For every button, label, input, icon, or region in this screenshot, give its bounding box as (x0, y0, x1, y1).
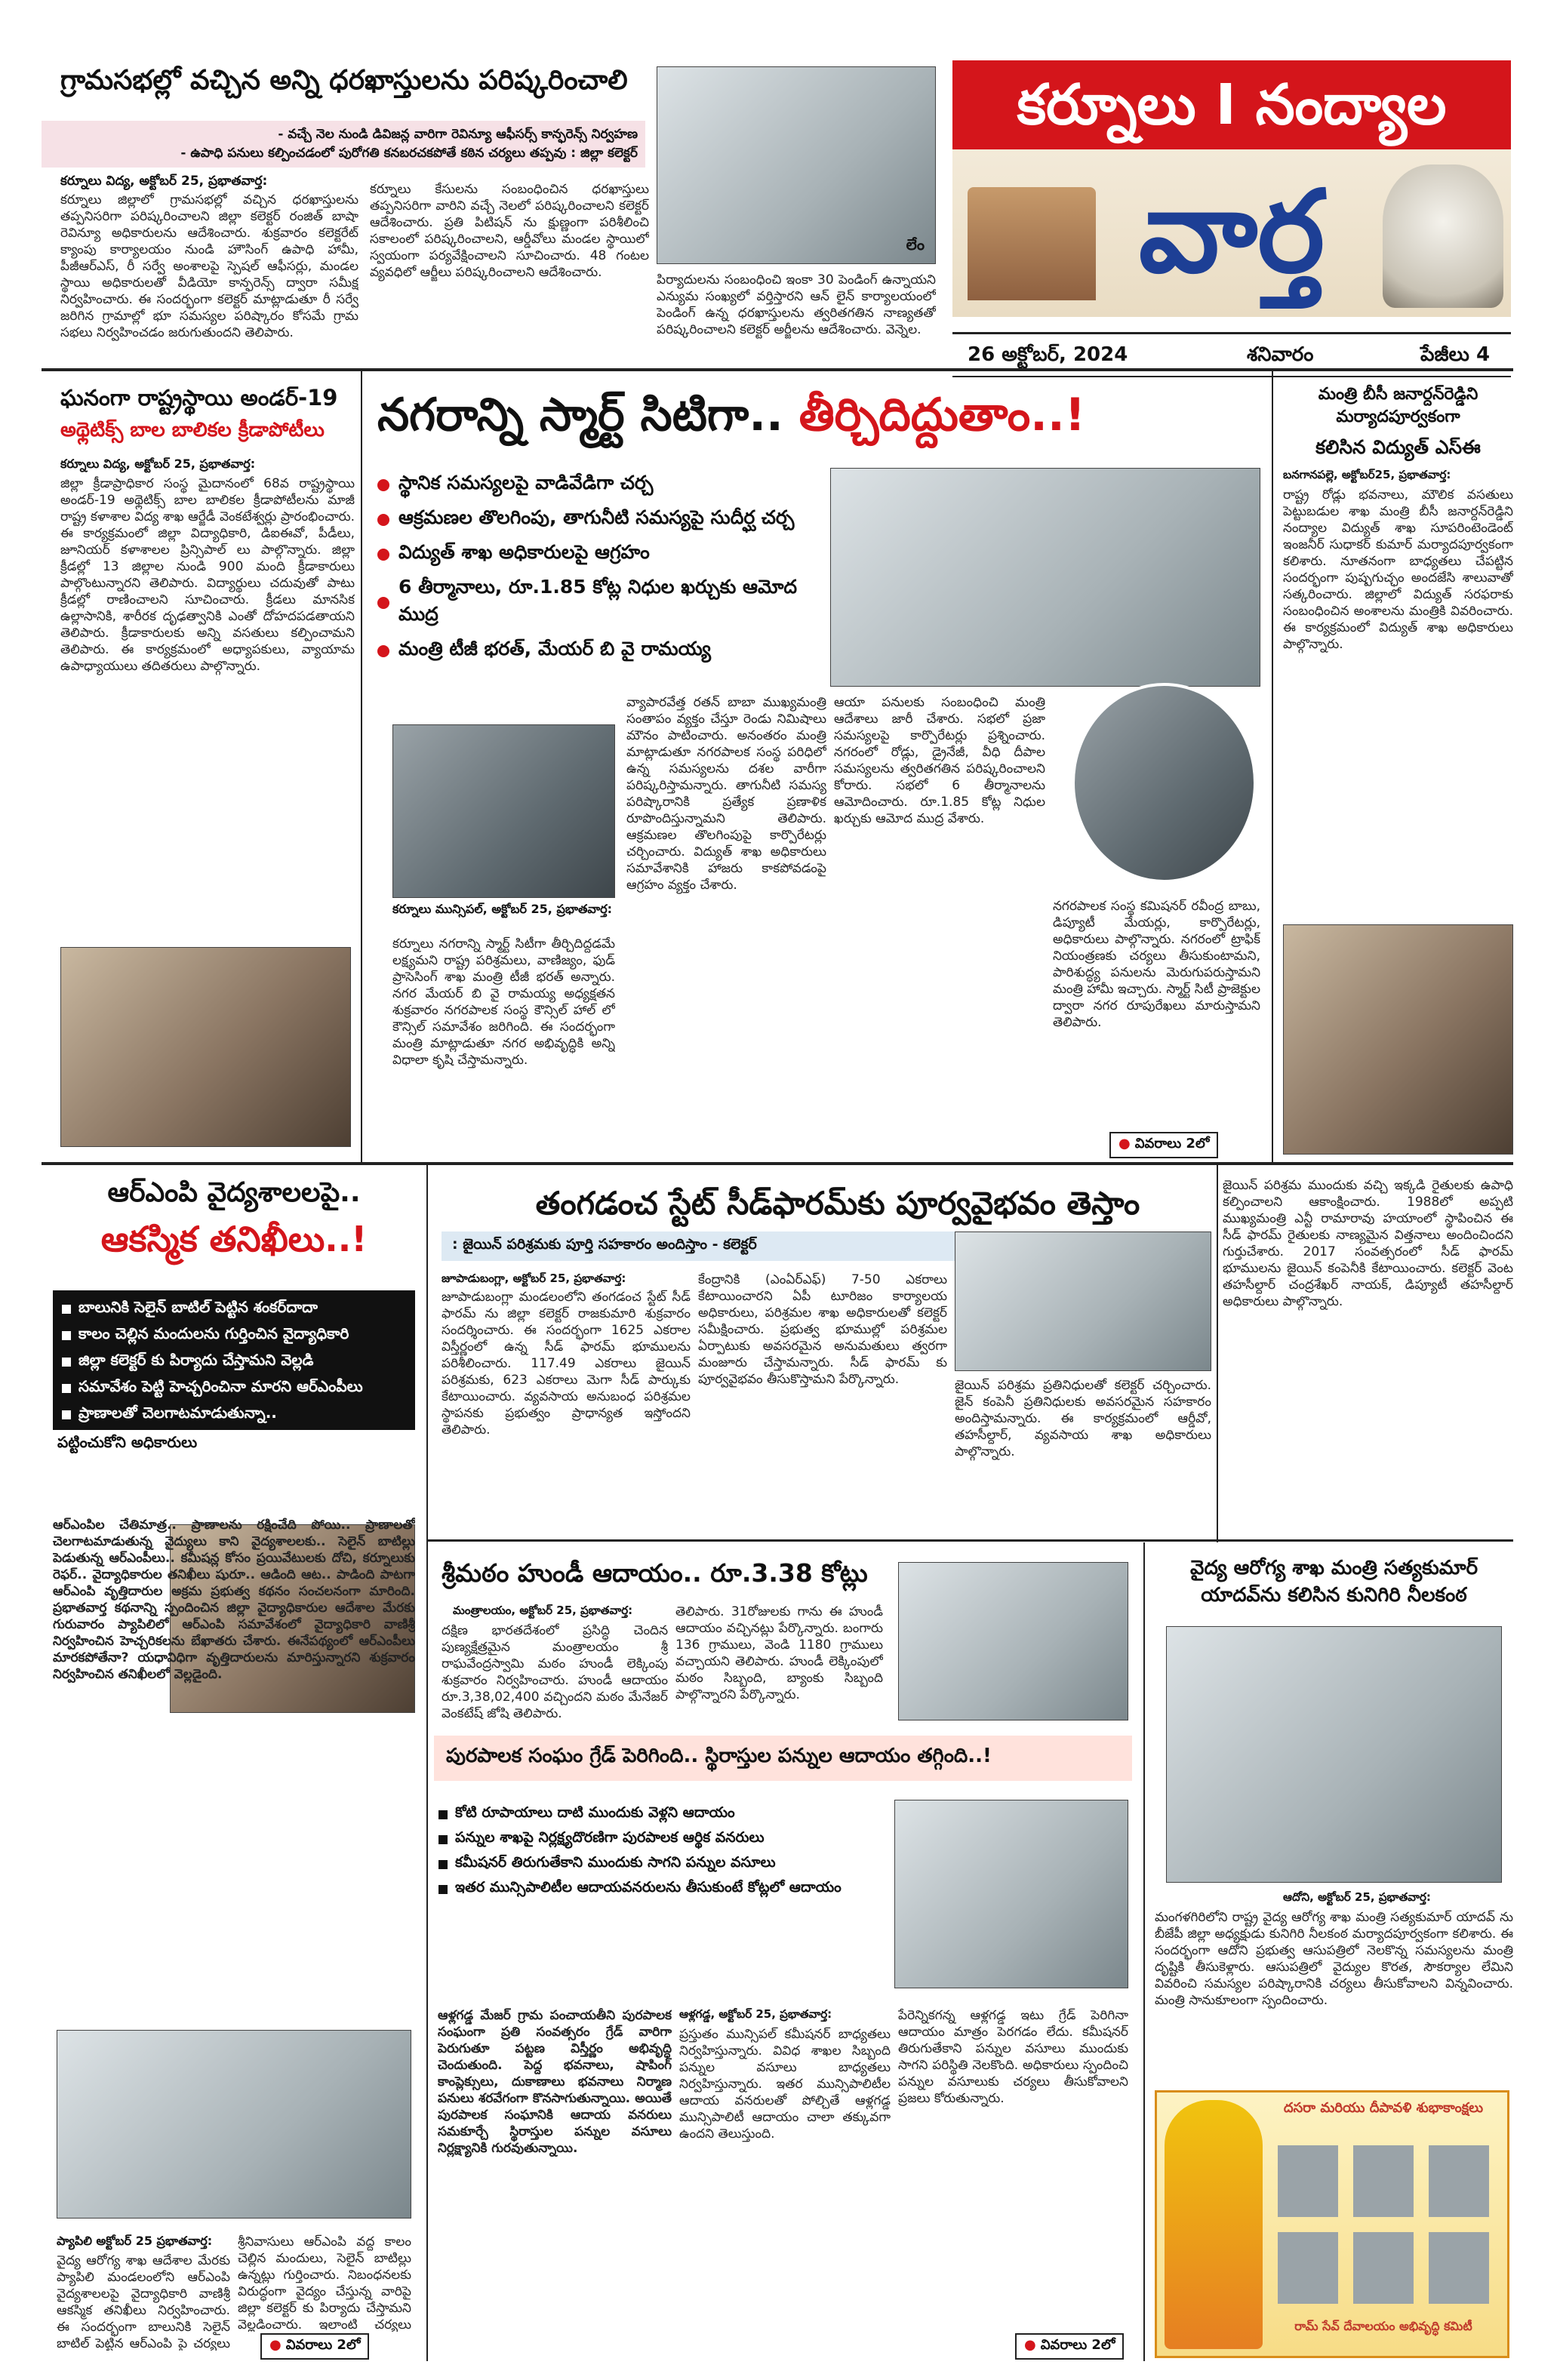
story1-sub2: - ఉపాధి పనులు కల్పించడంలో పురోగతి కనబరచకపోతే కఠిన చర్యలు తప్పవు : జిల్లా కలెక్టర్ (180, 146, 638, 161)
story2-subhead: అథ్లెటిక్స్ బాల బాలికల క్రీడాపోటీలు (60, 419, 325, 441)
ad-portrait (1278, 2232, 1338, 2304)
masthead (952, 60, 1511, 377)
ad-portrait (1278, 2145, 1338, 2217)
square-bullet-icon (438, 1860, 448, 1869)
story1-headline: గ్రామసభల్లో వచ్చిన అన్ని ధరఖాస్తులను పరిష్కరించాలి (60, 65, 628, 96)
seed-col1: జూపాడుబంగ్లా మండలంలోని తంగడంచ స్టేట్ సీడ్ ఫారమ్ ను జిల్లా కలెక్టర్ రాజకుమారి శుక్రవారం సందర్శించారు. ఈ సందర్భంగా 1625 ఎకరాల విస్తీర్ణంలో ఉన్న సీడ్ ఫారమ్ భూములను పరిశీలించారు. 117.49 ఎకరాలు జైయిన్ పరిశ్రమకు, 623 ఎకరాలు మెగా సీడ్ పార్కుకు కేటాయించారు. వ్యవసాయ అనుబంధ పరిశ్రమల స్థాపనకు ప్రభుత్వం ప్రాధాన్యత ఇస్తోందని తెలిపారు. (442, 1290, 691, 1438)
seed-col3: జైయిన్ పరిశ్రమ ప్రతినిధులతో కలెక్టర్ చర్చించారు. జైన్ కంపెనీ ప్రతినిధులకు అవసరమైన సహకారం అందిస్తామన్నారు. ఈ కార్యక్రమంలో ఆర్డీవో, తహసీల్దార్, వ్యవసాయ శాఖ అధికారులు పాల్గొన్నారు. (955, 1378, 1211, 1459)
masthead-date: 26 అక్టోబర్, 2024 (968, 343, 1128, 366)
story2-dateline: కర్నూలు విద్య, అక్టోబర్ 25, ప్రభాతవార్త: (60, 457, 256, 471)
municipal-col1: ఆళ్లగడ్డ మేజర్ గ్రామ పంచాయతీని పురపాలక సంఘంగా ప్రతి సంవత్సరం గ్రేడ్ వారిగా పెరుగుతూ పట్టణ విస్తీర్ణం అభివృద్ధి చెందుతుంది. పెద్ద భవనాలు, షాపింగ్ కాంప్లెక్సులు, దుకాణాలు భవనాలు నిర్మాణ పనులు శరవేగంగా కొనసాగుతున్నాయి. అయితే పురపాలక సంఘానికి ఆదాయ వనరులు సమకూర్చే స్థిరాస్తుల పన్నుల వసూలు నిర్లక్ష్యానికి గురవుతున్నాయి. (438, 2008, 672, 2156)
rmp-highlight: బాలునికి సెలైన్ బాటిల్ పెట్టిన శంకర్‌దాదా (62, 1298, 406, 1320)
lead-col1: కర్నూలు నగరాన్ని స్మార్ట్ సిటీగా తీర్చిదిద్దడమే లక్ష్యమని రాష్ట్ర పరిశ్రమలు, వాణిజ్యం, ఫుడ్ ప్రాసెసింగ్ శాఖ మంత్రి టీజీ భరత్ అన్నారు. నగర మేయర్ బి వై రామయ్య అధ్యక్షతన శుక్రవారం నగరపాలక సంస్థ కౌన్సిల్ హాల్ లో కౌన్సిల్ సమావేశం జరిగింది. ఈ సందర్భంగా మంత్రి మాట్లాడుతూ నగర అభివృద్ధికి అన్ని విధాలా కృషి చేస్తామన్నారు. (392, 936, 615, 1068)
ad-portrait (1429, 2145, 1489, 2217)
athletics-photo (60, 947, 351, 1147)
municipal-highlight: ఇతర మున్సిపాలిటీల ఆదాయవనరులను తీసుకుంటే కోట్లలో ఆదాయం (438, 1879, 878, 1899)
square-bullet-icon (62, 1358, 71, 1367)
lead-headline-black: నగరాన్ని స్మార్ట్ సిటిగా.. (377, 389, 783, 441)
ad-portrait (1429, 2232, 1489, 2304)
collector-photo (657, 66, 936, 264)
lead-bullet: ఆక్రమణల తొలగింపు, తాగునీటి సమస్యపై సుదీర్ఘ చర్చ (377, 506, 823, 534)
photo-caption: లేం (906, 235, 925, 254)
masthead-name: వార్త (1138, 167, 1325, 298)
ad-caption: రామ్ సేవ్ దేవాలయం అభివృద్ధి కమిటీ (1294, 2319, 1472, 2333)
lead-bullet: 6 తీర్మానాలు, రూ.1.85 కోట్ల నిధుల ఖర్చుకు ఆమోద ముద్ర (377, 576, 823, 630)
story1-body2: కర్నూలు కేసులను సంబంధించిన ధరఖాస్తులు తప్పనిసరిగా వారిని వచ్చే నెలలో పరిష్కరించాలని కలెక్టర్ ఆదేశించారు. ప్రతి పిటిషన్ ను క్షుణ్ణంగా పరిశీలించి సకాలంలో పరిష్కరించాలని, ఆర్డీవోలు మండల స్థాయిలో స్వయంగా పర్యవేక్షించాలని సూచించారు. 48 గంటల వ్యవధిలో ఆర్జీలు పరిష్కరించాలని ఆదేశించారు. (370, 182, 649, 280)
right-top-dateline: బనగానపల్లె, అక్టోబర్25, ప్రభాతవార్త: (1283, 468, 1451, 481)
srimatham-dateline: మంత్రాలయం, అక్టోబర్ 25, ప్రభాతవార్త: (453, 1604, 633, 1617)
rmp-highlight: సమావేశం పెట్టి హెచ్చరించినా మారని ఆర్ఎంపీలు (62, 1377, 406, 1399)
right-top-body: రాష్ట్ర రోడ్లు భవనాలు, మౌలిక వసతులు పెట్టుబడుల శాఖ మంత్రి బీసీ జనార్దన్‌రెడ్డిని నంద్యాల విద్యుత్ శాఖ సూపరింటెండెంట్ ఇంజనీర్ సుధాకర్ కుమార్ మర్యాదపూర్వకంగా కలిశారు. నూతనంగా బాధ్యతలు చేపట్టిన సందర్భంగా పుష్పగుచ్ఛం అందజేసి శాలువాతో సత్కరించారు. జిల్లాలో విద్యుత్ సరఫరాకు సంబంధించిన అంశాలను మంత్రికి వివరించారు. ఈ కార్యక్రమంలో విద్యుత్ శాఖ అధికారులు పాల్గొన్నారు. (1283, 487, 1513, 652)
municipal-office-photo (894, 1800, 1128, 1988)
minister-meeting-photo (1166, 1626, 1502, 1883)
srimatham-col1: దక్షిణ భారతదేశంలో ప్రసిద్ధి చెందిన పుణ్యక్షేత్రమైన మంత్రాలయం శ్రీ రాఘవేంద్రస్వామి మఠం హుండీ లెక్కింపు శుక్రవారం నిర్వహించారు. హుండీ ఆదాయం రూ.3,38,02,400 వచ్చిందని మఠం మేనేజర్ వెంకటేష్ జోషి తెలిపారు. (442, 1623, 668, 1721)
bullet-icon (377, 479, 389, 491)
municipal-highlight: కమీషనర్ తిరుగుతేకాని ముందుకు సాగని పన్నుల వసూలు (438, 1854, 878, 1874)
right-top-subhead: కలిసిన విద్యుత్ ఎస్ఈ (1315, 436, 1481, 458)
bullet-icon (377, 597, 389, 609)
municipal-highlight: పన్నుల శాఖపై నిర్లక్ష్యదొరణిగా పురపాలక ఆర్థిక వనరులు (438, 1829, 878, 1850)
bull-statue-illustration (1383, 165, 1503, 308)
rmp-highlight: కాలం చెల్లిన మందులను గుర్తించిన వైద్యాధికారి (62, 1324, 406, 1346)
bullet-icon (377, 549, 389, 561)
masthead-day: శనివారం (1247, 343, 1314, 366)
ad-portrait (1353, 2232, 1414, 2304)
lead-headline (377, 385, 1260, 445)
rmp-dateline: ప్యాపిలి అక్టోబర్ 25 ప్రభాతవార్త: (57, 2234, 213, 2248)
fort-illustration (968, 187, 1096, 300)
square-bullet-icon (438, 1810, 448, 1819)
story2-headline: ఘనంగా రాష్ట్రస్థాయి అండర్-19 (60, 385, 338, 411)
rmp-highlight: జిల్లా కలెక్టర్ కు పిర్యాదు చేస్తామని వెల్లడి (62, 1351, 406, 1373)
lead-col3: ఆయా పనులకు సంబంధించి మంత్రి ఆదేశాలు జారీ చేశారు. సభలో ప్రజా సమస్యలపై కార్పొరేటర్లు ప్రశ్నించారు. నగరంలో రోడ్లు, డ్రైనేజీ, వీధి దీపాల సమస్యలను త్వరితగతిన పరిష్కరించాలని కోరారు. సభలో 6 తీర్మానాలను ఆమోదించారు. రూ.1.85 కోట్ల నిధుల ఖర్చుకు ఆమోద ముద్ర వేశారు. (834, 695, 1045, 826)
minister-body: మంగళగిరిలోని రాష్ట్ర వైద్య ఆరోగ్య శాఖ మంత్రి సత్యకుమార్ యాదవ్ ను బీజేపీ జిల్లా అధ్యక్షుడు కునిగిరి నీలకంఠ మర్యాదపూర్వకంగా కలిశారు. ఈ సందర్భంగా ఆదోని ప్రభుత్వ ఆసుపత్రిలో నెలకొన్న సమస్యలను మంత్రి దృష్టికి తీసుకెళ్లారు. ఆసుపత్రిలో వైద్యుల కొరత, సౌకర్యాల లేమిని వివరించి సమస్యల పరిష్కారానికి చర్యలు తీసుకోవాలని విన్నవించారు. మంత్రి సానుకూలంగా స్పందించారు. (1155, 1910, 1513, 2008)
seed-subhead: : జైయిన్ పరిశ్రమకు పూర్తి సహకారం అందిస్తాం - కలెక్టర్ (442, 1232, 955, 1261)
square-bullet-icon (62, 1331, 71, 1340)
municipal-col3: పేరెన్నికగన్న ఆళ్లగడ్డ ఇటు గ్రేడ్ పెరిగినా ఆదాయం మాత్రం పెరగడం లేదు. కమీషనర్ తిరుగుతేకాని పన్నుల వసూలు ముందుకు సాగని పరిస్థితి నెలకొంది. అధికారులు స్పందించి పన్నుల వసూలుకు చర్యలు తీసుకోవాలని ప్రజలు కోరుతున్నారు. (898, 2008, 1128, 2106)
lead-headline-red: తీర్చిదిద్దుతాం..! (798, 389, 1086, 441)
seed-dateline: జూపాడుబంగ్లా, అక్టోబర్ 25, ప్రభాతవార్త: (442, 1271, 626, 1285)
rmp-headline: ఆర్ఎంపి వైద్యశాలలపై.. (107, 1177, 361, 1208)
municipal-dateline: ఆళ్లగడ్డ, అక్టోబర్ 25, ప్రభాతవార్త: (679, 2007, 832, 2021)
lead-bullet: మంత్రి టీజీ భరత్, మేయర్ బి వై రామయ్య (377, 638, 823, 665)
lead-more[interactable]: ● వివరాలు 2లో (1109, 1132, 1218, 1158)
lead-bullets (377, 472, 823, 672)
deity-image (1165, 2100, 1263, 2349)
masthead-image (952, 149, 1511, 317)
festival-advertisement (1155, 2090, 1509, 2358)
minister-dateline: ఆదోని, అక్టోబర్ 25, ప్రభాతవార్త: (1283, 1890, 1431, 1904)
story1-body: కర్నూలు జిల్లాలో గ్రామసభల్లో వచ్చిన ధరఖాస్తులను తప్పనిసరిగా పరిష్కరించాలని జిల్లా కలెక్టర్ రంజిత్ బాషా రెవిన్యూ అధికారులను ఆదేశించారు. శుక్రవారం కలెక్టరేట్ క్యాంపు కార్యాలయం నుండి హౌసింగ్ ఉపాధి హామీ, పీజీఆర్ఎస్, రీ సర్వే అంశాలపై స్పెషల్ ఆఫీసర్లు, మండల స్థాయి అధికారులతో వీడియో కాన్ఫరెన్స్ ద్వారా సమీక్ష నిర్వహించారు. ఈ సందర్భంగా కలెక్టర్ మాట్లాడుతూ రీ సర్వే జరిగిన గ్రామాల్లో భూ సమస్యల పరిష్కారం కోసమే గ్రామ సభలు నిర్వహించడం జరుగుతుందని తెలిపారు. (60, 192, 358, 340)
seed-col2: కేంద్రానికి (ఎంఏర్ఎఫ్) 7-50 ఎకరాలు కేటాయించారని ఏపీ టూరిజం కార్యాలయ అధికారులు, పరిశ్రమల శాఖ అధికారులతో కలెక్టర్ సమీక్షించారు. ప్రభుత్వ భూముల్లో పరిశ్రమల ఏర్పాటుకు అవసరమైన అనుమతులు త్వరగా మంజూరు చేస్తామన్నారు. సీడ్ ఫారమ్ కు పూర్వవైభవం తీసుకొస్తామని పేర్కొన్నారు. (698, 1272, 947, 1387)
square-bullet-icon (438, 1835, 448, 1844)
square-bullet-icon (62, 1305, 71, 1314)
seed-headline: తంగడంచ స్టేట్ సీడ్‌ఫారమ్‌కు పూర్వవైభవం తెస్తాం (535, 1185, 1140, 1222)
rmp-highlights (53, 1290, 415, 1458)
masthead-page: పేజీలు 4 (1420, 343, 1491, 366)
lead-dateline: కర్నూలు మున్సిపల్, అక్టోబర్ 25, ప్రభాతవార్త: (392, 902, 613, 916)
square-bullet-icon (62, 1410, 71, 1419)
minister-bharat-photo (392, 724, 615, 898)
seed-farm-photo (955, 1232, 1211, 1371)
hundi-counting-photo (898, 1562, 1128, 1720)
rmp-body: ఆర్ఎంపిల చేతిమాత్ర.. ప్రాణాలను రక్షించేది పోయి.. ప్రాణాలతో చెలగాటమాడుతున్న వైద్యులు కాని వైద్యశాలలకు.. సెలైన్ బాటిల్లు పెడుతున్న ఆర్ఎంపీలు.. కమీషన్ల కోసం ప్రయివేటులకు దోచి, కర్నూలుకు రెఫర్.. వైద్యాధికారుల తనిఖీలు షురూ.. ఆడింది ఆట.. పాడింది పాటగా ఆర్ఎంపి వృత్తిదారుల అక్రమ ప్రభుత్వ కథనం సంచలనంగా మారింది. ప్రభాతవార్త కథనాన్ని స్పందించిన జిల్లా వైద్యాధికారుల ఆదేశాల మేరకు గురువారం ప్యాపిలిలో ఆర్ఎంపి సమావేశంలో వైద్యాధికారి వాణిశ్రీ నిర్వహించిన హెచ్చరికలను బేఖాతరు చేశారు. ఈనేపథ్యంలో ఆర్ఎంపీలు మారకపోతేనా? యధావిధిగా వృత్తిదారులను మారిస్తున్నారని శుక్రవారం నిర్వహించిన తనిఖీలలో వెల్లడైంది. (53, 1517, 415, 1682)
rmp-meeting-photo (57, 2030, 411, 2219)
seed-col4: జైయిన్ పరిశ్రమ ముందుకు వచ్చి ఇక్కడి రైతులకు ఉపాధి కల్పించాలని ఆకాంక్షించారు. 1988లో అప్పటి ముఖ్యమంత్రి ఎన్టీ రామారావు హయాంలో స్థాపించిన ఈ సీడ్ ఫారమ్ రైతులకు నాణ్యమైన విత్తనాలు అందించిందని గుర్తుచేశారు. 2017 సంవత్సరంలో సీడ్ ఫారమ్ భూములను జైయిన్ కంపెనీకి కేటాయించారు. కలెక్టర్ వెంట తహసీల్దార్ చంద్రశేఖర్ నాయక్, డిప్యూటీ తహసీల్దార్ అధికారులు పాల్గొన్నారు. (1223, 1178, 1513, 1309)
square-bullet-icon (62, 1384, 71, 1393)
rmp-more[interactable]: ● వివరాలు 2లో (260, 2333, 369, 2360)
rmp-highlight: పట్టించుకోని అధికారులు (53, 1430, 415, 1458)
story2-body: జిల్లా క్రీడాప్రాధికార సంస్థ మైదానంలో 68వ రాష్ట్రస్థాయి అండర్-19 అథ్లెటిక్స్ బాల బాలికల క్రీడాపోటీలను మాజీ రాష్ట్ర కళాశాల విద్య శాఖ ఆర్జేడీ వెంకటేశ్వర్లు ప్రారంభించారు. ఈ కార్యక్రమంలో జిల్లా విద్యాధికారి, డిఐఈవో, పీడీలు, జూనియర్ కళాశాలల ప్రిన్సిపాల్ లు పాల్గొన్నారు. జిల్లా క్రీడల్లో 13 జిల్లాల నుండి 900 మంది క్రీడాకారులు పాల్గొంటున్నారని తెలిపారు. విద్యార్థులు చదువుతో పాటు క్రీడల్లో రాణించాలని సూచించారు. క్రీడలు మానసిక ఉల్లాసానికి, శారీరక దృఢత్వానికి ఎంతో దోహదపడతాయని తెలిపారు. క్రీడాకారులకు అన్ని వసతులు కల్పించామని తెలిపారు. ఈ కార్యక్రమంలో అధ్యాపకులు, వ్యాయామ ఉపాధ్యాయులు తదితరులు పాల్గొన్నారు. (60, 476, 355, 674)
ad-portrait (1353, 2145, 1414, 2217)
ad-title: దసరా మరియు దీపావళి శుభాకాంక్షలు (1283, 2100, 1484, 2116)
municipal-highlights (434, 1800, 883, 1908)
council-meeting-photo (830, 468, 1260, 687)
minister-headline: వైద్య ఆరోగ్య శాఖ మంత్రి సత్యకుమార్ యాదవ్‌ను కలిసిన కునిగిరి నీలకంఠ (1189, 1557, 1478, 1607)
story1-sub1: - వచ్చే నెల నుండి డివిజన్ల వారిగా రెవిన్యూ ఆఫీసర్స్ కాన్ఫరెన్స్ నిర్వహణ (278, 127, 638, 142)
lead-bullet: స్థానిక సమస్యలపై వాడివేడిగా చర్చ (377, 472, 823, 499)
municipal-more[interactable]: ● వివరాలు 2లో (1015, 2333, 1124, 2360)
srimatham-headline: శ్రీమఠం హుండీ ఆదాయం.. రూ.3.38 కోట్లు (442, 1558, 868, 1588)
lead-col2: వ్యాపారవేత్త రతన్ బాబా ముఖ్యమంత్రి సంతాపం వ్యక్తం చేస్తూ రెండు నిమిషాలు మౌనం పాటించారు. అనంతరం మంత్రి మాట్లాడుతూ నగరపాలక సంస్థ పరిధిలో ఉన్న సమస్యలను దశల వారీగా పరిష్కరిస్తామన్నారు. తాగునీటి సమస్య పరిష్కారానికి ప్రత్యేక ప్రణాళిక రూపొందిస్తున్నామని తెలిపారు. ఆక్రమణల తొలగింపుపై కార్పొరేటర్లు చర్చించారు. విద్యుత్ శాఖ అధికారులు సమావేశానికి హాజరు కాకపోవడంపై ఆగ్రహం వ్యక్తం చేశారు. (626, 695, 826, 893)
square-bullet-icon (438, 1885, 448, 1894)
rmp-col1: వైద్య ఆరోగ్య శాఖ ఆదేశాల మేరకు ప్యాపిలి మండలంలోని ఆర్ఎంపి వైద్యశాలలపై వైద్యాధికారి వాణిశ్రీ ఆకస్మిక తనిఖీలు నిర్వహించారు. ఈ సందర్భంగా బాలునికి సెలైన్ బాటిల్ పెట్టిన ఆర్ఎంపి పై చర్యలు (57, 2253, 230, 2351)
bullet-icon (377, 645, 389, 657)
story1-subheads (42, 121, 645, 168)
story1-body3: పిర్యాదులను సంబంధించి ఇంకా 30 పెండింగ్ ఉన్నాయని ఎన్యుమ సంఖ్యలో వర్తిస్తారని ఆన్ లైన్ కార్యాలయంలో పెండింగ్ ఉన్న ధరఖాస్తులను త్వరితగతిన నాణ్యతతో పరిష్కరించాలని కలెక్టర్ అర్జీలను ఆదేశించారు. వెన్నెల. (657, 272, 936, 337)
rmp-col2: శ్రీనివాసులు ఆర్ఎంపి వద్ద కాలం చెల్లిన మందులు, సెలైన్ బాటిల్లు ఉన్నట్లు గుర్తించారు. నిబంధనలకు విరుద్ధంగా వైద్యం చేస్తున్న వారిపై జిల్లా కలెక్టర్ కు పిర్యాదు చేస్తామని వెల్లడించారు. ఇలాంటి చర్యలు (238, 2234, 411, 2332)
story1-dateline: కర్నూలు విద్య, అక్టోబర్ 25, ప్రభాతవార్త: (60, 174, 268, 189)
municipal-highlight: కోటి రూపాయాలు దాటి ముందుకు వెళ్లని ఆదాయం (438, 1804, 878, 1825)
municipal-col2: ప్రస్తుతం మున్సిపల్ కమీషనర్ బాధ్యతలు నిర్వహిస్తున్నారు. వివిధ శాఖల సిబ్బంది పన్నుల వసూలు బాధ్యతలు నిర్వహిస్తున్నారు. ఇతర మున్సిపాలిటీల ఆదాయ వనరులతో పోల్చితే ఆళ్లగడ్డ మున్సిపాలిటీ ఆదాయం చాలా తక్కువగా ఉందని తెలుస్తుంది. (679, 2027, 891, 2142)
municipal-headline: పురపాలక సంఘం గ్రేడ్ పెరిగింది.. స్థిరాస్తుల పన్నుల ఆదాయం తగ్గింది..! (434, 1736, 1132, 1781)
rmp-highlight: ప్రాణాలతో చెలగాటమాడుతున్నా.. (62, 1404, 406, 1425)
lead-bullet: విద్యుత్ శాఖ అధికారులపై ఆగ్రహం (377, 541, 823, 568)
srimatham-col2: తెలిపారు. 31రోజులకు గాను ఈ హుండీ ఆదాయం వచ్చినట్లు పేర్కొన్నారు. బంగారు 136 గ్రాములు, వెండి 1180 గ్రాములు వచ్చాయని తెలిపారు. హుండీ లెక్కింపులో మఠం సిబ్బంది, బ్యాంకు సిబ్బంది పాల్గొన్నారని పేర్కొన్నారు. (675, 1604, 883, 1702)
lead-col4: నగరపాలక సంస్థ కమిషనర్ రవీంద్ర బాబు, డిప్యూటీ మేయర్లు, కార్పొరేటర్లు, అధికారులు పాల్గొన్నారు. నగరంలో ట్రాఫిక్ నియంత్రణకు చర్యలు తీసుకుంటామని, పారిశుద్ధ్య పనులను మెరుగుపరుస్తామని మంత్రి హామీ ఇచ్చారు. స్మార్ట్ సిటీ ప్రాజెక్టుల ద్వారా నగర రూపురేఖలు మారుస్తామని తెలిపారు. (1053, 899, 1260, 1030)
right-top-headline: మంత్రి బీసీ జనార్దన్‌రెడ్డిని మర్యాదపూర్వకంగా (1318, 385, 1478, 426)
bullet-icon (377, 514, 389, 526)
masthead-edition: కర్నూలు I నంద్యాల (952, 60, 1511, 149)
minister-greeting-photo (1283, 924, 1513, 1155)
mayor-portrait-photo (1072, 683, 1257, 883)
rmp-headline-red: ఆకస్మిక తనిఖీలు..! (100, 1219, 368, 1259)
